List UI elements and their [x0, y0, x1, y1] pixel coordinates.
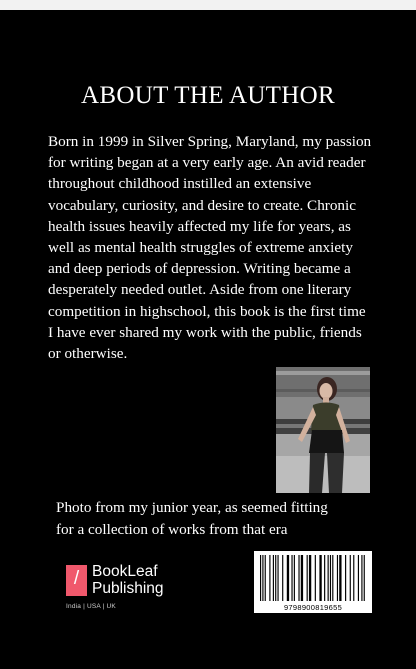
barcode-bar — [298, 555, 299, 601]
barcode-bar — [291, 555, 292, 601]
top-edge-strip — [0, 0, 416, 10]
isbn-barcode — [254, 551, 372, 613]
photo-caption-line-2: for a collection of works from that era — [56, 520, 288, 538]
barcode-bar — [364, 555, 365, 601]
barcode-bar — [339, 555, 341, 601]
publisher-name-line-2: Publishing — [92, 580, 164, 597]
barcode-bar — [277, 555, 278, 601]
barcode-bar — [361, 555, 362, 601]
publisher-mark-glyph: / — [73, 568, 80, 589]
barcode-bar — [287, 555, 289, 601]
isbn-number: 9798900819655 — [283, 603, 343, 612]
barcode-bar — [330, 555, 331, 601]
barcode-bar — [337, 555, 338, 601]
barcode-bar — [260, 555, 261, 601]
publisher-regions: India | USA | UK — [66, 603, 116, 610]
barcode-bar — [315, 555, 316, 601]
barcode-bar — [324, 555, 325, 601]
barcode-bar — [275, 555, 276, 601]
barcode-bar — [345, 555, 346, 601]
author-photo — [276, 367, 370, 493]
barcode-bar — [269, 555, 270, 601]
author-photo-illustration — [276, 367, 370, 493]
publisher-name-line-1: BookLeaf — [92, 563, 158, 580]
page-title: ABOUT THE AUTHOR — [81, 82, 335, 109]
barcode-bar — [350, 555, 351, 601]
publisher-logo — [66, 565, 216, 615]
barcode-bar — [301, 555, 303, 601]
barcode-bar — [353, 555, 354, 601]
barcode-bar — [358, 555, 359, 601]
author-bio: Born in 1999 in Silver Spring, Maryland, my passion for writing began at a very early age. An avid reader throughout childhood instilled an extensive vocabulary, curiosity, and desire to create. Chronic health issues heavily affected my life for years, as well as mental health struggles of extreme anxiety and deep periods of depression. Writing became a desperately needed outlet. Aside from one literary competition in highschool, this book is the first time I have ever shared my work with the public, friends or otherwise. — [48, 133, 372, 363]
photo-caption — [56, 497, 356, 540]
barcode-bar — [328, 555, 329, 601]
publisher-name — [92, 563, 164, 597]
barcode-bar — [319, 555, 321, 601]
barcode-bar — [332, 555, 333, 601]
barcode-bar — [294, 555, 295, 601]
barcode-bar — [273, 555, 274, 601]
barcode-bar — [309, 555, 311, 601]
barcode-bar — [265, 555, 266, 601]
barcode-bars — [258, 555, 368, 601]
photo-caption-line-1: Photo from my junior year, as seemed fitting — [56, 499, 328, 516]
barcode-bar — [262, 555, 263, 601]
barcode-bar — [307, 555, 308, 601]
barcode-bar — [282, 555, 283, 601]
